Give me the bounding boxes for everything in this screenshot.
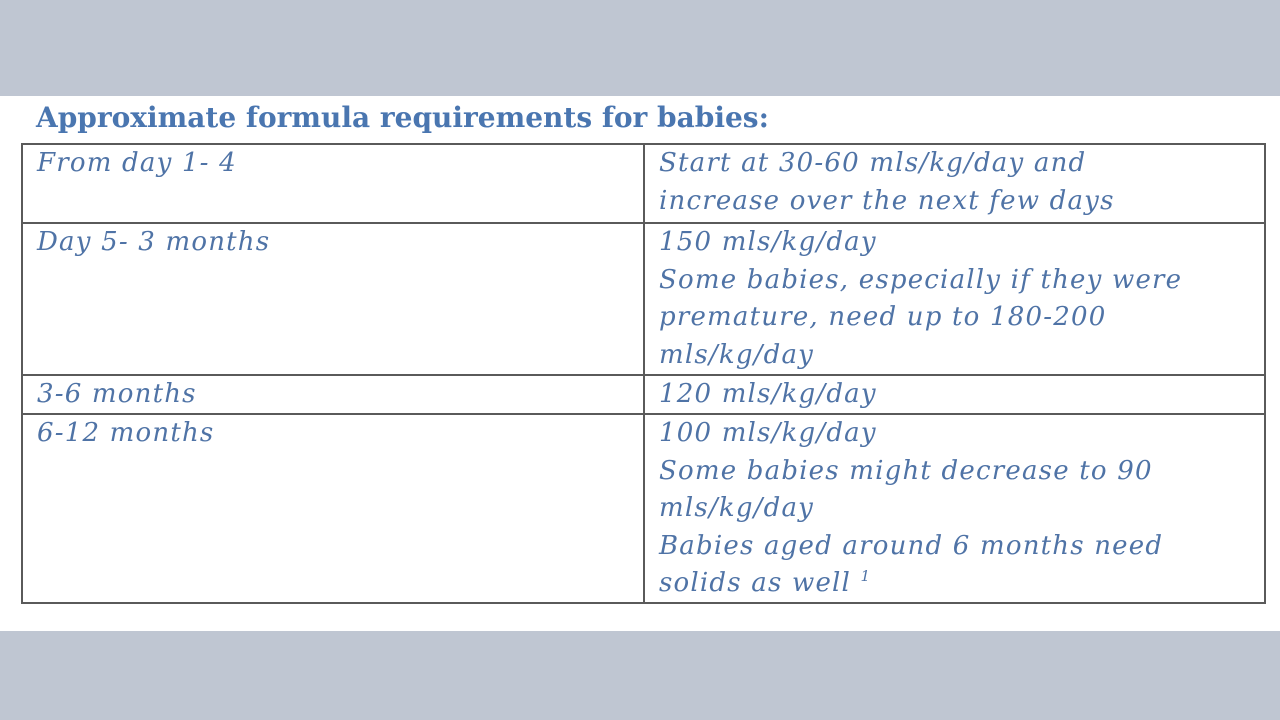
age-cell <box>23 224 645 374</box>
table-row <box>23 222 1264 374</box>
requirement-line: premature, need up to 180-200 <box>659 302 1107 332</box>
page-title: Approximate formula requirements for babies: <box>36 101 769 134</box>
requirement-line: mls/kg/day <box>659 493 815 523</box>
age-cell <box>23 415 645 602</box>
age-cell <box>23 145 645 222</box>
requirement-line: mls/kg/day <box>659 339 815 370</box>
requirement-line <box>659 565 1264 602</box>
table-row <box>23 145 1264 222</box>
formula-table <box>21 143 1266 604</box>
requirement-line: 100 mls/kg/day <box>659 418 877 448</box>
footnote-marker: 1 <box>860 567 872 585</box>
table-row <box>23 374 1264 413</box>
age-cell <box>23 376 645 413</box>
requirement-cell <box>645 376 1264 413</box>
requirement-cell <box>645 145 1264 222</box>
requirement-line: Babies aged around 6 months need <box>659 530 1164 561</box>
requirement-line: increase over the next few days <box>659 185 1115 216</box>
age-text: 3-6 months <box>37 379 197 409</box>
requirement-line: 120 mls/kg/day <box>659 379 877 409</box>
requirement-cell <box>645 415 1264 602</box>
age-text: From day 1- 4 <box>37 148 237 178</box>
table-row <box>23 413 1264 602</box>
requirement-line-text: solids as well <box>659 568 852 598</box>
requirement-line: Start at 30-60 mls/kg/day and <box>659 148 1087 178</box>
age-text: Day 5- 3 months <box>37 227 271 257</box>
requirement-cell <box>645 224 1264 374</box>
requirement-line: Some babies, especially if they were <box>659 264 1183 295</box>
requirement-line: Some babies might decrease to 90 <box>659 455 1153 486</box>
age-text: 6-12 months <box>37 418 215 448</box>
requirement-line: 150 mls/kg/day <box>659 227 877 257</box>
